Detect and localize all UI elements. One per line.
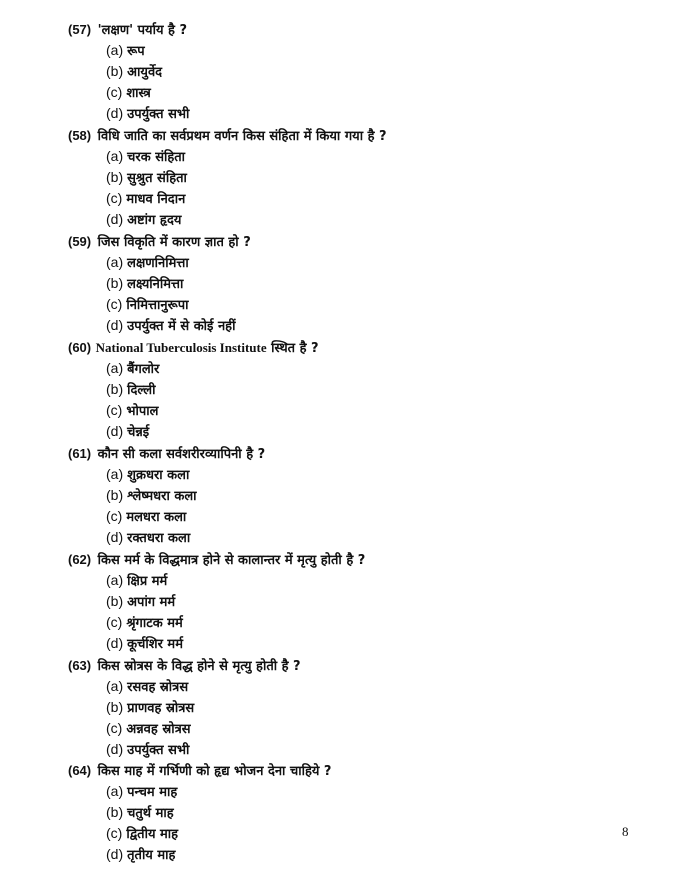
option-c [106,719,191,737]
option-label: (c) [106,614,123,630]
option-b [106,592,175,610]
option-b [106,380,155,398]
question-number: (60) [68,340,92,355]
option-d [106,210,181,228]
option-label: (d) [106,846,124,862]
option-label: (b) [106,381,124,397]
question-text: 'लक्षण' पर्याय है ? [97,23,188,38]
question-63 [68,656,301,674]
option-label: (b) [106,487,124,503]
option-text: चेन्नई [127,425,150,440]
option-text: पन्चम माह [127,785,178,800]
option-c [106,507,186,525]
question-number: (59) [68,234,92,249]
option-text: बैंगलोर [127,362,160,377]
option-b [106,274,183,292]
option-text: आयुर्वेद [127,65,163,80]
option-d [106,104,189,122]
option-b [106,486,197,504]
option-label: (c) [106,508,123,524]
option-label: (a) [106,42,124,58]
option-text: लक्ष्यनिमित्ता [127,277,184,292]
option-label: (a) [106,148,124,164]
option-text: निमित्तानुरूपा [126,298,189,313]
option-text: रक्तधरा कला [127,531,191,546]
option-text: अपांग मर्म [127,595,176,610]
option-label: (b) [106,63,124,79]
option-text: माधव निदान [126,192,186,207]
option-label: (b) [106,804,124,820]
option-label: (a) [106,572,124,588]
option-a [106,147,185,165]
question-57 [68,20,187,38]
option-text: क्षिप्र मर्म [127,574,168,589]
option-text: कूर्चशिर मर्म [127,637,183,652]
option-text: शास्त्र [126,86,151,101]
option-d [106,528,190,546]
option-label: (c) [106,825,123,841]
option-label: (c) [106,190,123,206]
option-text: भोपाल [126,404,159,419]
option-label: (a) [106,466,124,482]
question-58 [68,126,387,144]
option-text: रसवह स्रोत्रस [127,680,189,695]
option-label: (d) [106,317,124,333]
option-label: (b) [106,275,124,291]
option-d [106,740,189,758]
option-text: द्वितीय माह [126,827,179,842]
option-d [106,316,235,334]
option-label: (d) [106,105,124,121]
option-label: (d) [106,211,124,227]
option-label: (d) [106,423,124,439]
question-text: किस मर्म के विद्धमात्र होने से कालान्तर में मृत्यु होती है ? [97,553,366,568]
option-label: (c) [106,84,123,100]
question-60 [68,338,319,356]
option-a [106,782,177,800]
option-text: रूप [127,44,145,59]
option-text: सुश्रुत संहिता [127,171,187,186]
option-d [106,422,149,440]
option-b [106,168,187,186]
option-a [106,465,189,483]
option-d [106,634,183,652]
option-text: तृतीय माह [127,848,176,863]
option-c [106,83,151,101]
option-text: श्रृंगाटक मर्म [126,616,183,631]
option-text: चतुर्थ माह [127,806,174,821]
option-a [106,677,188,695]
option-text: चरक संहिता [127,150,186,165]
question-number: (58) [68,128,92,143]
option-label: (a) [106,678,124,694]
question-text: किस माह में गर्भिणी को हृद्य भोजन देना चाहिये ? [97,764,332,779]
option-c [106,295,188,313]
option-text: अष्टांग हृदय [127,213,182,228]
option-c [106,824,178,842]
option-c [106,401,158,419]
option-b [106,62,162,80]
option-text: प्राणवह स्रोत्रस [127,701,195,716]
option-text: मलधरा कला [126,510,187,525]
question-number: (64) [68,763,92,778]
question-number: (57) [68,22,92,37]
option-text: शुक्रधरा कला [127,468,190,483]
question-text: विधि जाति का सर्वप्रथम वर्णन किस संहिता में किया गया है ? [97,129,387,144]
question-text: किस स्रोत्रस के विद्ध होने से मृत्यु होती है ? [97,659,301,674]
option-text: लक्षणनिमित्ता [127,256,189,271]
question-text: कौन सी कला सर्वशरीरव्यापिनी है ? [97,447,266,462]
option-a [106,571,167,589]
option-label: (a) [106,254,124,270]
question-number: (61) [68,446,92,461]
option-a [106,359,159,377]
option-label: (b) [106,169,124,185]
option-label: (b) [106,593,124,609]
option-text: श्लेष्मधरा कला [127,489,197,504]
option-label: (d) [106,529,124,545]
option-label: (d) [106,741,124,757]
option-text: उपर्युक्त सभी [127,107,190,122]
option-b [106,698,194,716]
question-61 [68,444,265,462]
option-label: (b) [106,699,124,715]
option-label: (c) [106,720,123,736]
question-text: जिस विकृति में कारण ज्ञात हो ? [97,235,251,250]
question-62 [68,550,365,568]
option-label: (c) [106,402,123,418]
option-label: (a) [106,783,124,799]
question-64 [68,761,331,779]
question-59 [68,232,251,250]
option-text: उपर्युक्त सभी [127,743,190,758]
question-text-suffix: स्थित है ? [271,341,319,356]
option-b [106,803,174,821]
option-label: (c) [106,296,123,312]
page-number: 8 [622,824,629,839]
question-number: (63) [68,658,92,673]
option-c [106,613,183,631]
option-text: उपर्युक्त में से कोई नहीं [127,319,236,334]
option-a [106,41,145,59]
option-label: (d) [106,635,124,651]
option-text: दिल्ली [127,383,156,398]
option-d [106,845,175,863]
question-number: (62) [68,552,92,567]
option-label: (a) [106,360,124,376]
option-a [106,253,189,271]
option-c [106,189,185,207]
option-text: अन्नवह स्रोत्रस [126,722,191,737]
question-text-latin: National Tuberculosis Institute [95,340,267,355]
